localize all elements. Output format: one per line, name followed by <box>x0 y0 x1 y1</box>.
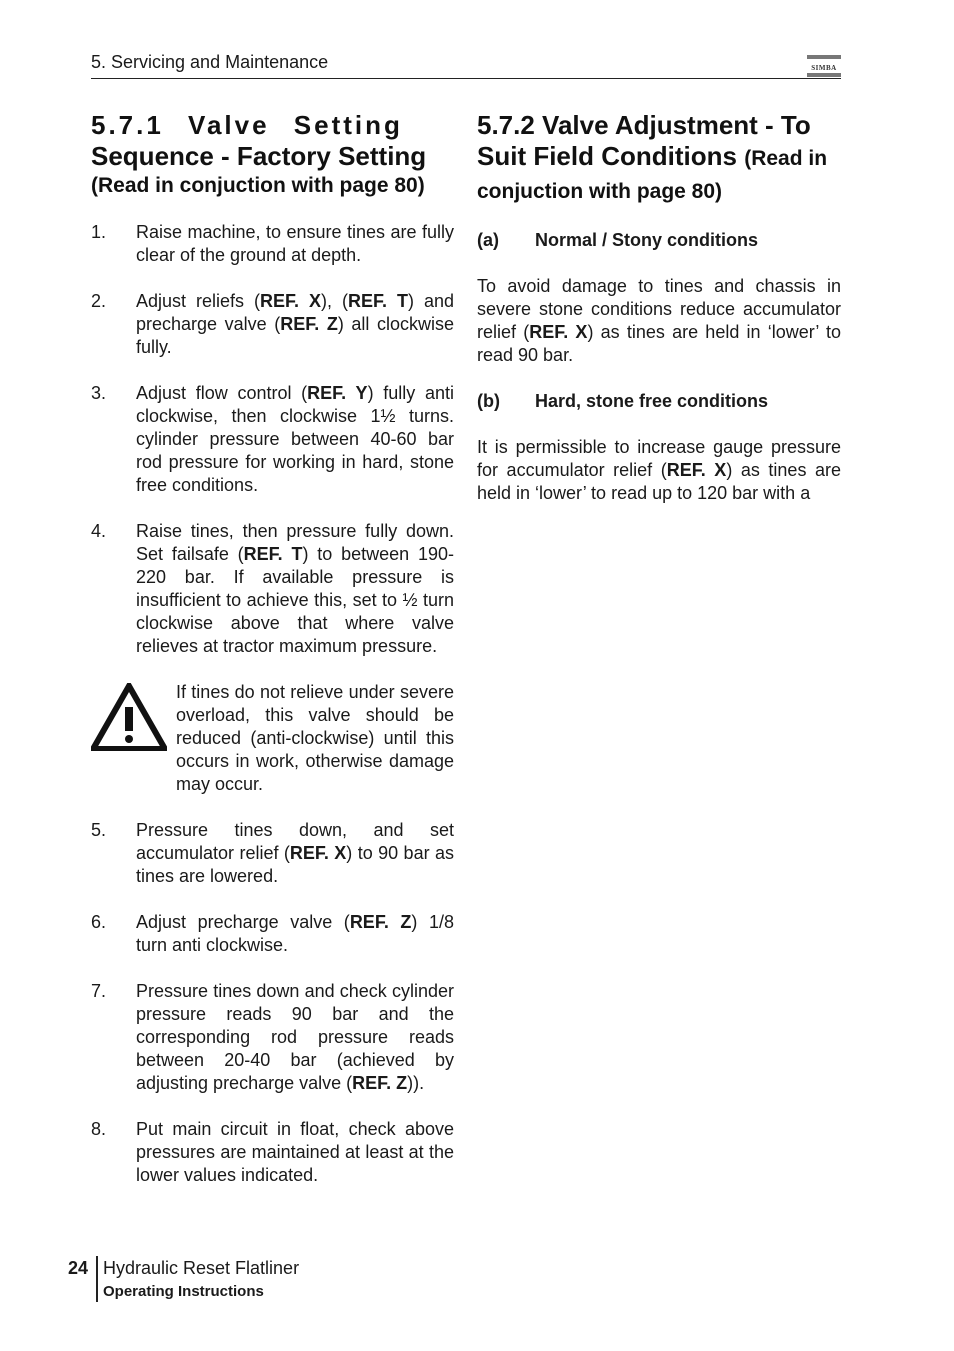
logo-text: SIMBA <box>811 64 837 72</box>
paragraph-a <box>477 275 841 367</box>
logo-bar-top <box>807 55 841 59</box>
step-number: 5. <box>91 820 107 840</box>
warning-icon <box>91 683 167 751</box>
heading-sub: (Read in conjuction with page 80) <box>91 174 425 197</box>
text-fragment: It is permissible to increase gauge pressure for accumulator relief ( <box>477 437 841 480</box>
heading-line-2: Sequence - Factory Setting <box>91 141 427 171</box>
ref-label: REF. X <box>289 843 347 863</box>
text-fragment: Adjust reliefs ( <box>136 291 261 311</box>
paragraph-b <box>477 436 841 505</box>
text-fragment: Adjust flow control ( <box>136 383 308 403</box>
ref-label: REF. X <box>666 460 727 480</box>
subsection-a-label: (a) <box>477 230 499 250</box>
step-number: 3. <box>91 383 107 403</box>
ref-label: REF. Y <box>307 383 368 403</box>
text-fragment: Put main circuit in float, check above pressures are maintained at least at the lower values indicated. <box>136 1119 454 1185</box>
step-number: 7. <box>91 981 107 1001</box>
warning-note <box>91 681 454 796</box>
step-item <box>91 1118 454 1187</box>
text-fragment: ) to 90 bar as tines are lowered. <box>136 843 454 886</box>
step-item <box>91 980 454 1095</box>
left-column <box>91 110 454 1210</box>
ref-label: REF. Z <box>349 912 412 932</box>
subsection-a <box>477 229 841 252</box>
right-column <box>477 110 841 528</box>
step-item <box>91 819 454 888</box>
step-item <box>91 290 454 359</box>
text-fragment: To avoid damage to tines and chassis in severe stone conditions reduce accumulator relief ( <box>477 276 841 342</box>
subsection-b-label: (b) <box>477 391 500 411</box>
subsection-a-title: Normal / Stony conditions <box>535 230 759 250</box>
step-number: 2. <box>91 291 107 311</box>
step-item <box>91 911 454 957</box>
heading-sub: (Read in conjuction with page 80) <box>477 147 828 203</box>
step-item <box>91 520 454 658</box>
ref-label: REF. X <box>529 322 588 342</box>
warning-text: If tines do not relieve under severe overload, this valve should be reduced (anti-clockwise) until this occurs in work, otherwise damage may occur. <box>176 682 454 794</box>
ref-label: REF. Z <box>352 1073 408 1093</box>
ref-label: REF. Z <box>280 314 338 334</box>
section-heading-571 <box>91 110 454 199</box>
subsection-b-title: Hard, stone free conditions <box>535 391 769 411</box>
footer-divider <box>96 1256 98 1302</box>
step-item <box>91 221 454 267</box>
text-fragment: Raise tines, then pressure fully down. Set failsafe ( <box>136 521 454 564</box>
steps-list <box>91 221 454 658</box>
footer-subtitle: Operating Instructions <box>103 1283 264 1300</box>
text-fragment: )). <box>407 1073 425 1093</box>
section-title: 5. Servicing and Maintenance <box>91 52 329 72</box>
text-fragment: ), ( <box>321 291 348 311</box>
text-fragment: ) 1/8 turn anti clockwise. <box>136 912 454 955</box>
page-number: 24 <box>68 1258 89 1278</box>
simba-logo <box>807 55 841 75</box>
text-fragment: ) as tines are held in ‘lower’ to read up to 120 bar with a <box>477 460 842 503</box>
ref-label: REF. T <box>348 291 408 311</box>
text-fragment: Pressure tines down, and set accumulator relief ( <box>136 820 454 863</box>
step-number: 6. <box>91 912 107 932</box>
step-number: 8. <box>91 1119 107 1139</box>
text-fragment: ) and precharge valve ( <box>136 291 454 334</box>
text-fragment: Adjust precharge valve ( <box>136 912 350 932</box>
subsection-b <box>477 390 841 413</box>
steps-list-continued <box>91 819 454 1187</box>
step-number: 4. <box>91 521 107 541</box>
text-fragment: ) to between 190-220 bar. If available pressure is insufficient to achieve this, set to ½ turn clockwise above that where valve relieves at tractor maximum pressure. <box>136 544 454 656</box>
text-fragment: ) all clockwise fully. <box>136 314 454 357</box>
text-fragment: Pressure tines down and check cylinder pressure reads 90 bar and the corresponding rod pressure reads between 20-40 bar (achieved by adjusting precharge valve ( <box>136 981 454 1093</box>
section-heading-572 <box>477 110 841 207</box>
step-item <box>91 382 454 497</box>
heading-line-1: 5.7.1 Valve Setting <box>91 110 403 140</box>
ref-label: REF. T <box>243 544 303 564</box>
ref-label: REF. X <box>260 291 322 311</box>
footer-title: Hydraulic Reset Flatliner <box>103 1258 300 1278</box>
logo-bar-bottom <box>807 73 841 77</box>
text-fragment: ) as tines are held in ‘lower’ to read 90 bar. <box>477 322 841 365</box>
heading-main: 5.7.2 Valve Adjustment - To Suit Field Conditions <box>477 110 811 171</box>
step-number: 1. <box>91 222 107 242</box>
text-fragment: ) fully anti clockwise, then clockwise 1½ turns. cylinder pressure between 40-60 bar rod pressure for working in hard, stone free conditions. <box>136 383 454 495</box>
page-header <box>91 52 841 79</box>
text-fragment: Raise machine, to ensure tines are fully clear of the ground at depth. <box>136 222 454 265</box>
